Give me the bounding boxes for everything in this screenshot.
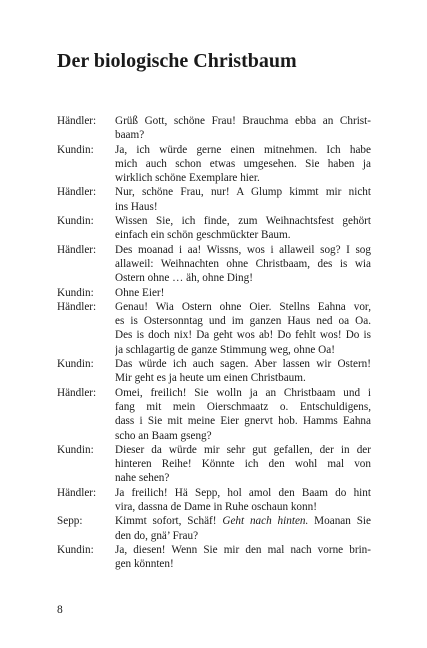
speaker-name: Kundin:: [57, 543, 94, 556]
speech-line: Ja, ich würde gerne einen mitnehmen. Ich habe: [115, 143, 371, 156]
speech-line: vira, dassna de Dame in Ruhe oschaun konn!: [115, 501, 317, 514]
speech-fragment: Moanan Sie: [308, 515, 371, 528]
dialogue-turn: [57, 514, 371, 543]
dialogue-turn: [57, 543, 371, 572]
speaker-name: Händler:: [57, 300, 97, 313]
speaker-name: Händler:: [57, 115, 97, 127]
speech-line: Wissen Sie, ich finde, zum Weihnachtsfest gehört: [115, 215, 371, 228]
speaker-name: Sepp:: [57, 515, 83, 528]
speaker-name: Kundin:: [57, 358, 94, 371]
speech-text: [115, 286, 371, 300]
speech-line: Grüß Gott, schöne Frau! Brauchma ebba an Christ-: [115, 115, 371, 127]
speech-text: [115, 543, 371, 572]
dialogue-turn: [57, 214, 371, 243]
speech-line: Das würde ich auch sagen. Aber lassen wir Ostern!: [115, 358, 371, 371]
speech-line: hinteren Reihe! Könnte ich den wohl mal von: [115, 458, 371, 471]
speech-line: Ja freilich! Hä Sepp, hol amol den Baam do hint: [115, 486, 371, 499]
speech-text: [115, 185, 371, 214]
speech-text: [115, 443, 371, 486]
dialogue-turn: [57, 243, 371, 286]
speech-text: [115, 300, 371, 357]
speech-line: einfach ein schön geschmückter Baum.: [115, 229, 291, 242]
speech-text: [115, 243, 371, 286]
speech-line: Omei, freilich! Sie wolln ja an Christbaam und i: [115, 386, 371, 399]
speech-line: den do, gnä’ Frau?: [115, 529, 199, 542]
speaker-name: Kundin:: [57, 286, 94, 299]
speaker-name: Kundin:: [57, 215, 94, 228]
speech-line: [115, 514, 371, 528]
speech-line: wirklich schöne Exemplare hier.: [115, 172, 260, 185]
page-number: 8: [57, 604, 63, 616]
speech-line: mich auch schon etwas umgesehen. Sie haben ja: [115, 157, 371, 170]
speech-line: allaweil: Weihnachten ohne Christbaam, des is wia: [115, 257, 371, 270]
speaker-name: Kundin:: [57, 443, 94, 456]
speaker-name: Kundin:: [57, 143, 94, 156]
speech-line: Dieser da würde mir sehr gut gefallen, der in der: [115, 443, 371, 456]
dialogue-turn: [57, 486, 371, 515]
speech-text: [115, 143, 371, 186]
speech-line: Mir geht es ja heute um einen Christbaum.: [115, 372, 306, 385]
page-title: Der biologische Christbaum: [57, 50, 297, 72]
speaker-name: Händler:: [57, 243, 97, 256]
speech-line: Des is doch nix! Da geht wos ab! Do fehlt wos! Do is: [115, 329, 371, 342]
dialogue-turn: [57, 300, 371, 357]
speech-line: es is Ostersonntag und im ganzen Haus ned oa Oa.: [115, 315, 371, 328]
speech-line: Ja, diesen! Wenn Sie mir den mal nach vorne brin-: [115, 543, 371, 556]
dialogue-turn: [57, 443, 371, 486]
speech-text: [115, 486, 371, 515]
dialogue-turn: [57, 286, 371, 300]
stage-direction: Geht nach hinten.: [222, 515, 309, 528]
dialogue-turn: [57, 114, 371, 143]
speech-text: [115, 214, 371, 243]
dialogue-turn: [57, 185, 371, 214]
speech-line: Ostern ohne … äh, ohne Ding!: [115, 272, 253, 285]
speech-line: gen könnten!: [115, 558, 174, 571]
speech-line: Genau! Wia Ostern ohne Oier. Stellns Eahna vor,: [115, 300, 371, 313]
dialogue-turn: [57, 143, 371, 186]
speaker-name: Händler:: [57, 386, 97, 399]
speech-line: Nur, schöne Frau, nur! A Glump kimmt mir nicht: [115, 186, 371, 199]
speech-text: [115, 514, 371, 543]
speech-line: Des moanad i aa! Wissns, wos i allaweil sog? I sog: [115, 243, 371, 256]
dialogue-turn: [57, 386, 371, 443]
dialogue: [57, 114, 371, 572]
speech-text: [115, 114, 371, 143]
speech-text: [115, 386, 371, 443]
speech-text: [115, 357, 371, 386]
speaker-name: Händler:: [57, 186, 97, 199]
speech-fragment: Kimmt sofort, Schäf!: [115, 515, 223, 528]
speech-line: dass i Sie mit meine Eier gnervt hob. Hamms Eahna: [115, 415, 371, 428]
speaker-name: Händler:: [57, 486, 97, 499]
speech-line: nahe sehen?: [115, 472, 170, 485]
speech-line: fang mit mein Oierschmaatz o. Entschuldigens,: [115, 400, 371, 413]
speech-line: baam?: [115, 129, 145, 142]
speech-line: ja schlagartig de ganze Stimmung weg, ohne Oa!: [115, 343, 335, 356]
speech-line: Ohne Eier!: [115, 286, 165, 299]
dialogue-turn: [57, 357, 371, 386]
speech-line: scho an Baam gseng?: [115, 429, 212, 442]
speech-line: ins Haus!: [115, 200, 158, 213]
